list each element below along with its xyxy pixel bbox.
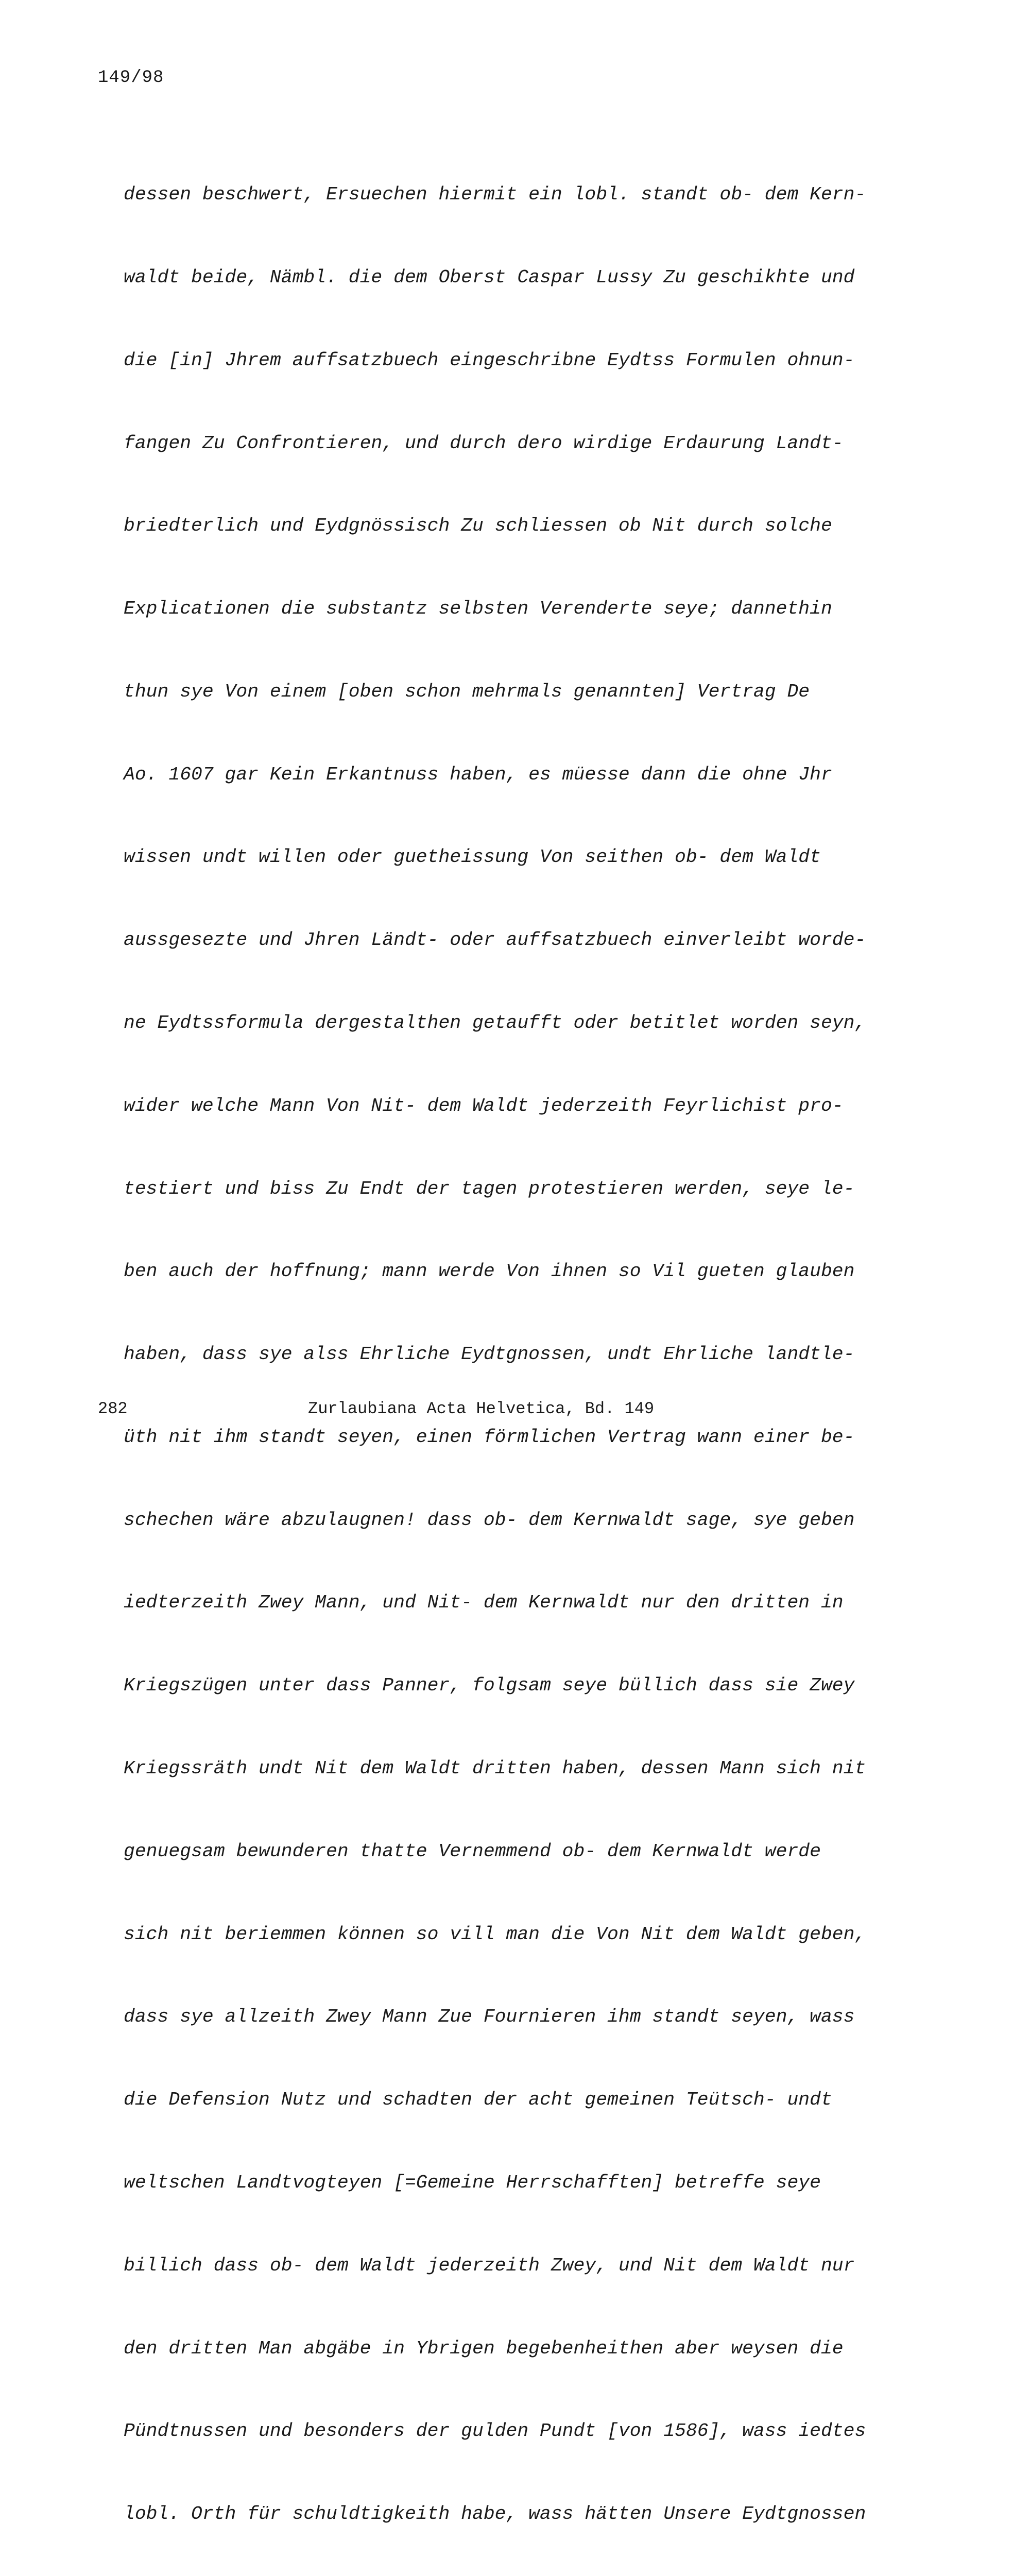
text-line: ben auch der hoffnung; mann werde Von ihnen so Vil gueten glauben — [124, 1261, 855, 1282]
document-body — [124, 126, 906, 2576]
text-line: die Defension Nutz und schadten der acht gemeinen Teütsch- undt — [124, 2089, 832, 2111]
text-line: lobl. Orth für schuldtigkeith habe, wass hätten Unsere Eydtgnossen — [124, 2503, 866, 2525]
text-line: thun sye Von einem [oben schon mehrmals genannten] Vertrag De — [124, 681, 810, 702]
text-line: fangen Zu Confrontieren, und durch dero wirdige Erdaurung Landt- — [124, 432, 844, 454]
text-line: wissen undt willen oder guetheissung Von seithen ob- dem Waldt — [124, 846, 821, 868]
text-line: sich nit beriemmen können so vill man die Von Nit dem Waldt geben, — [124, 1923, 866, 1945]
publication-title: Zurlaubiana Acta Helvetica, Bd. 149 — [308, 1399, 655, 1418]
page-number: 282 — [98, 1399, 128, 1418]
text-line: Kriegszügen unter dass Panner, folgsam seye büllich dass sie Zwey — [124, 1675, 855, 1697]
text-line: testiert und biss Zu Endt der tagen protestieren werden, seye le- — [124, 1178, 855, 1199]
text-line: Kriegssräth undt Nit dem Waldt dritten haben, dessen Mann sich nit — [124, 1758, 866, 1780]
text-line: waldt beide, Nämbl. die dem Oberst Caspar Lussy Zu geschikhte und — [124, 266, 855, 288]
text-line: wider welche Mann Von Nit- dem Waldt jederzeith Feyrlichist pro- — [124, 1095, 844, 1116]
text-line: briedterlich und Eydgnössisch Zu schliessen ob Nit durch solche — [124, 515, 832, 537]
text-line: üth nit ihm standt seyen, einen förmlichen Vertrag wann einer be- — [124, 1426, 855, 1448]
text-line: Explicationen die substantz selbsten Verenderte seye; dannethin — [124, 598, 832, 620]
text-line: Ao. 1607 gar Kein Erkantnuss haben, es müesse dann die ohne Jhr — [124, 764, 832, 785]
text-line: genuegsam bewunderen thatte Vernemmend ob- dem Kernwaldt werde — [124, 1840, 821, 1862]
text-line: schechen wäre abzulaugnen! dass ob- dem Kernwaldt sage, sye geben — [124, 1509, 855, 1531]
text-line: billich dass ob- dem Waldt jederzeith Zwey, und Nit dem Waldt nur — [124, 2255, 855, 2276]
text-line: aussgesezte und Jhren Ländt- oder auffsatzbuech einverleibt worde- — [124, 929, 866, 951]
text-line: Pündtnussen und besonders der gulden Pundt [von 1586], wass iedtes — [124, 2420, 866, 2442]
text-line: weltschen Landtvogteyen [=Gemeine Herrschafften] betreffe seye — [124, 2172, 821, 2193]
text-line: den dritten Man abgäbe in Ybrigen begebenheithen aber weysen die — [124, 2337, 844, 2359]
text-line: iedterzeith Zwey Mann, und Nit- dem Kernwaldt nur den dritten in — [124, 1592, 844, 1614]
text-line: ne Eydtssformula dergestalthen getaufft oder betitlet worden seyn, — [124, 1012, 866, 1033]
document-reference: 149/98 — [98, 68, 164, 88]
text-line: dass sye allzeith Zwey Mann Zue Fournieren ihm standt seyen, wass — [124, 2006, 855, 2028]
text-line: haben, dass sye alss Ehrliche Eydtgnossen, undt Ehrliche landtle- — [124, 1344, 855, 1365]
text-line: die [in] Jhrem auffsatzbuech eingeschribne Eydtss Formulen ohnun- — [124, 349, 855, 371]
text-line: dessen beschwert, Ersuechen hiermit ein lobl. standt ob- dem Kern- — [124, 184, 866, 206]
